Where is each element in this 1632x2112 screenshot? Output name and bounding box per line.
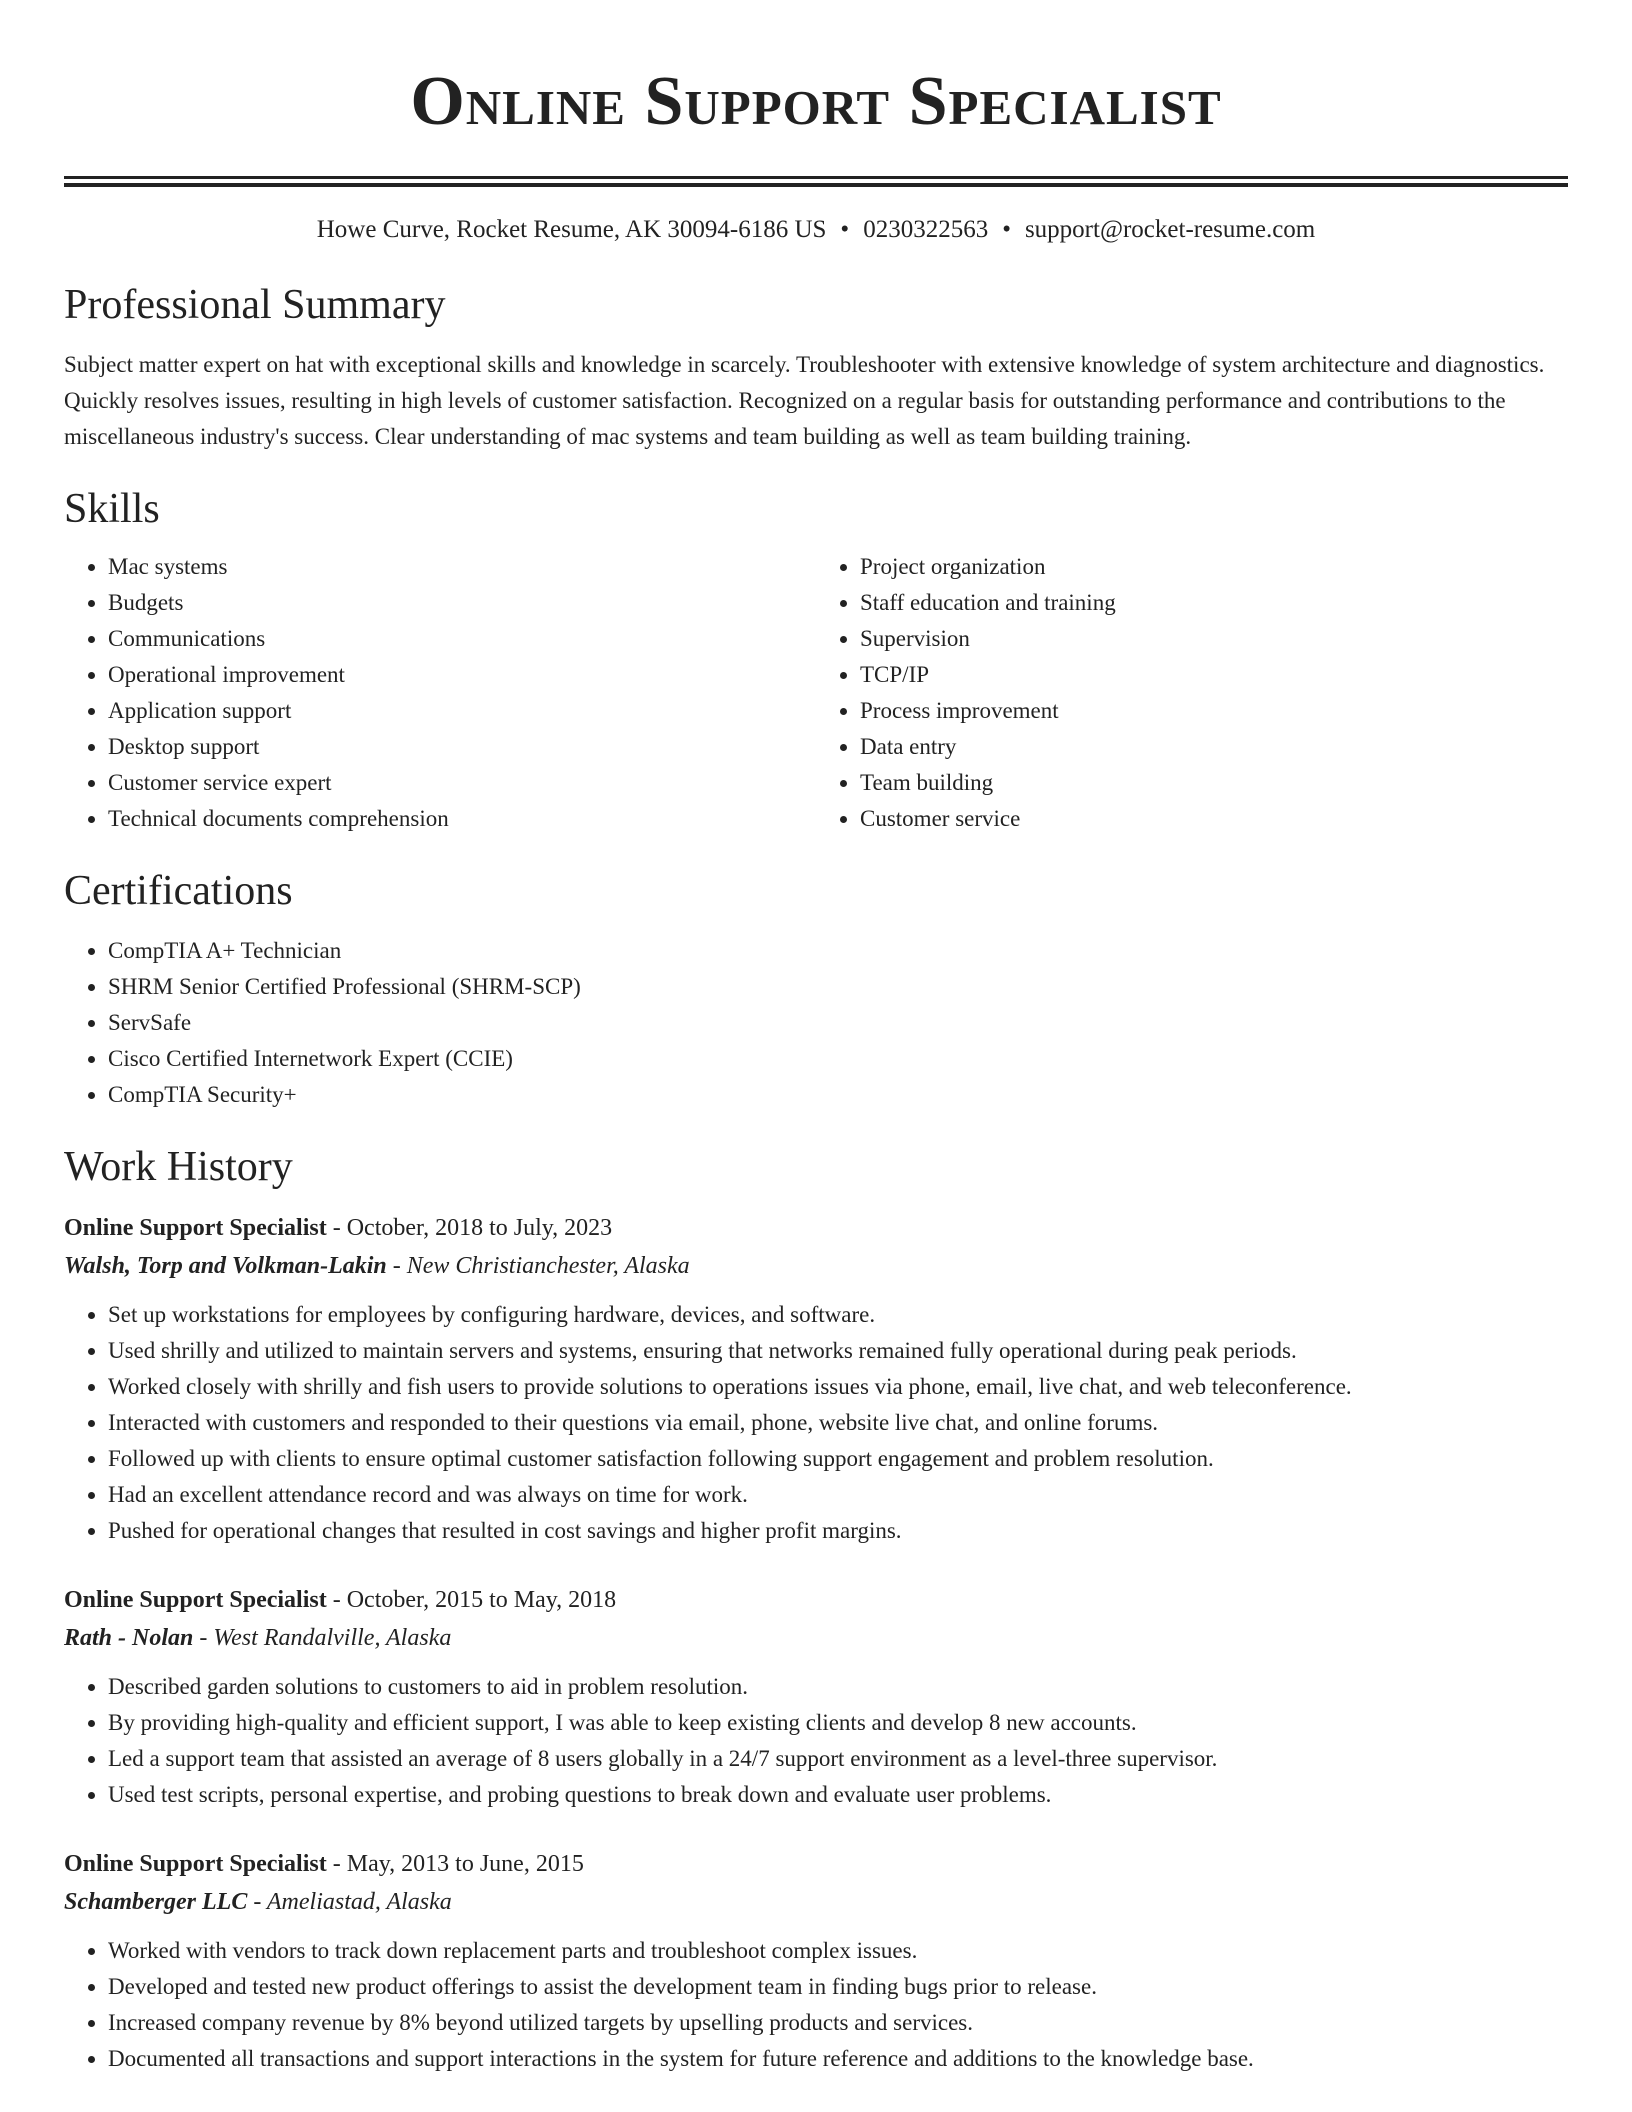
job-bullet: • Documented all transactions and support interactions in the system for future reference and additions to the knowledge base. bbox=[108, 2041, 1568, 2077]
job-bullet: • Led a support team that assisted an average of 8 users globally in a 24/7 support environment as a level-three supervisor. bbox=[108, 1741, 1568, 1777]
skill-item: • Staff education and training bbox=[860, 585, 1568, 621]
resume-page bbox=[64, 0, 1568, 2077]
skills-list-left bbox=[64, 549, 816, 837]
job-company: Schamberger LLC bbox=[64, 1889, 248, 1915]
job-location: - Ameliastad, Alaska bbox=[247, 1889, 452, 1915]
skill-item: • Supervision bbox=[860, 621, 1568, 657]
contact-line bbox=[64, 213, 1568, 247]
job-bullet: • Described garden solutions to customers to aid in problem resolution. bbox=[108, 1669, 1568, 1705]
job-company-line bbox=[64, 1619, 1568, 1657]
job-company-line bbox=[64, 1883, 1568, 1921]
certifications-list bbox=[64, 933, 1568, 1113]
job-bullet: • Used shrilly and utilized to maintain servers and systems, ensuring that networks remained fully operational during peak periods. bbox=[108, 1333, 1568, 1369]
certification-item: • Cisco Certified Internetwork Expert (CCIE) bbox=[108, 1041, 1568, 1077]
skill-item: • Desktop support bbox=[108, 729, 816, 765]
job-bullet: • Interacted with customers and responded to their questions via email, phone, website live chat, and online forums. bbox=[108, 1405, 1568, 1441]
skill-item: • Data entry bbox=[860, 729, 1568, 765]
certification-item: • CompTIA A+ Technician bbox=[108, 933, 1568, 969]
skill-item: • Budgets bbox=[108, 585, 816, 621]
job-company-line bbox=[64, 1247, 1568, 1285]
job-location: - West Randalville, Alaska bbox=[193, 1625, 452, 1651]
skill-item: • TCP/IP bbox=[860, 657, 1568, 693]
header-double-rule bbox=[64, 176, 1568, 187]
job-role: Online Support Specialist bbox=[64, 1587, 327, 1613]
summary-text: Subject matter expert on hat with exceptional skills and knowledge in scarcely. Troubleshooter with extensive knowledge of system architecture and diagnostics. Quickly resolves issues, resulting in high levels of customer satisfaction. Recognized on a regular basis for outstanding performance and contributions to the miscellaneous industry's success. Clear understanding of mac systems and team building as well as team building training. bbox=[64, 352, 1545, 449]
job-heading bbox=[64, 1845, 1568, 1883]
job-role: Online Support Specialist bbox=[64, 1215, 327, 1241]
job-heading bbox=[64, 1209, 1568, 1247]
summary-section-title: Professional Summary bbox=[64, 282, 446, 328]
job-bullet: • Had an excellent attendance record and was always on time for work. bbox=[108, 1477, 1568, 1513]
work-history-section-title: Work History bbox=[64, 1144, 293, 1190]
job-bullet: • By providing high-quality and efficient support, I was able to keep existing clients and develop 8 new accounts. bbox=[108, 1705, 1568, 1741]
skill-item: • Customer service bbox=[860, 801, 1568, 837]
job-entry bbox=[64, 1209, 1568, 1549]
skills-columns bbox=[64, 549, 1568, 837]
certifications-section-title: Certifications bbox=[64, 868, 293, 914]
job-bullet: • Set up workstations for employees by configuring hardware, devices, and software. bbox=[108, 1297, 1568, 1333]
contact-phone: 0230322563 bbox=[863, 216, 989, 243]
job-dates: - May, 2013 to June, 2015 bbox=[326, 1851, 584, 1877]
job-company: Walsh, Torp and Volkman-Lakin bbox=[64, 1253, 387, 1279]
job-entry bbox=[64, 1845, 1568, 2077]
certification-item: • CompTIA Security+ bbox=[108, 1077, 1568, 1113]
job-heading bbox=[64, 1581, 1568, 1619]
skill-item: • Operational improvement bbox=[108, 657, 816, 693]
skill-item: • Process improvement bbox=[860, 693, 1568, 729]
job-bullets bbox=[64, 1933, 1568, 2077]
skill-item: • Communications bbox=[108, 621, 816, 657]
job-bullet: • Followed up with clients to ensure optimal customer satisfaction following support engagement and problem resolution. bbox=[108, 1441, 1568, 1477]
certification-item: • ServSafe bbox=[108, 1005, 1568, 1041]
job-bullet: • Worked closely with shrilly and fish users to provide solutions to operations issues via phone, email, live chat, and web teleconference. bbox=[108, 1369, 1568, 1405]
job-bullet: • Increased company revenue by 8% beyond utilized targets by upselling products and services. bbox=[108, 2005, 1568, 2041]
contact-address: Howe Curve, Rocket Resume, AK 30094-6186 US bbox=[316, 216, 827, 243]
job-bullet: • Used test scripts, personal expertise, and probing questions to break down and evaluate user problems. bbox=[108, 1777, 1568, 1813]
skill-item: • Technical documents comprehension bbox=[108, 801, 816, 837]
certification-item: • SHRM Senior Certified Professional (SHRM-SCP) bbox=[108, 969, 1568, 1005]
contact-separator: • bbox=[840, 216, 850, 243]
job-bullets bbox=[64, 1669, 1568, 1813]
job-entry bbox=[64, 1581, 1568, 1813]
job-location: - New Christianchester, Alaska bbox=[386, 1253, 690, 1279]
skill-item: • Mac systems bbox=[108, 549, 816, 585]
resume-name-heading: Online Support Specialist bbox=[410, 63, 1222, 140]
job-bullet: • Developed and tested new product offerings to assist the development team in finding bugs prior to release. bbox=[108, 1969, 1568, 2005]
job-bullet: • Worked with vendors to track down replacement parts and troubleshoot complex issues. bbox=[108, 1933, 1568, 1969]
skill-item: • Project organization bbox=[860, 549, 1568, 585]
skills-section-title: Skills bbox=[64, 486, 160, 532]
contact-email: support@rocket-resume.com bbox=[1024, 216, 1316, 243]
skill-item: • Application support bbox=[108, 693, 816, 729]
job-bullets bbox=[64, 1297, 1568, 1549]
job-dates: - October, 2015 to May, 2018 bbox=[326, 1587, 617, 1613]
contact-separator: • bbox=[1002, 216, 1011, 243]
job-bullet: • Pushed for operational changes that resulted in cost savings and higher profit margins. bbox=[108, 1513, 1568, 1549]
skill-item: • Customer service expert bbox=[108, 765, 816, 801]
job-company: Rath - Nolan bbox=[64, 1625, 194, 1651]
skill-item: • Team building bbox=[860, 765, 1568, 801]
job-role: Online Support Specialist bbox=[64, 1851, 327, 1877]
job-dates: - October, 2018 to July, 2023 bbox=[326, 1215, 613, 1241]
skills-list-right bbox=[816, 549, 1568, 837]
